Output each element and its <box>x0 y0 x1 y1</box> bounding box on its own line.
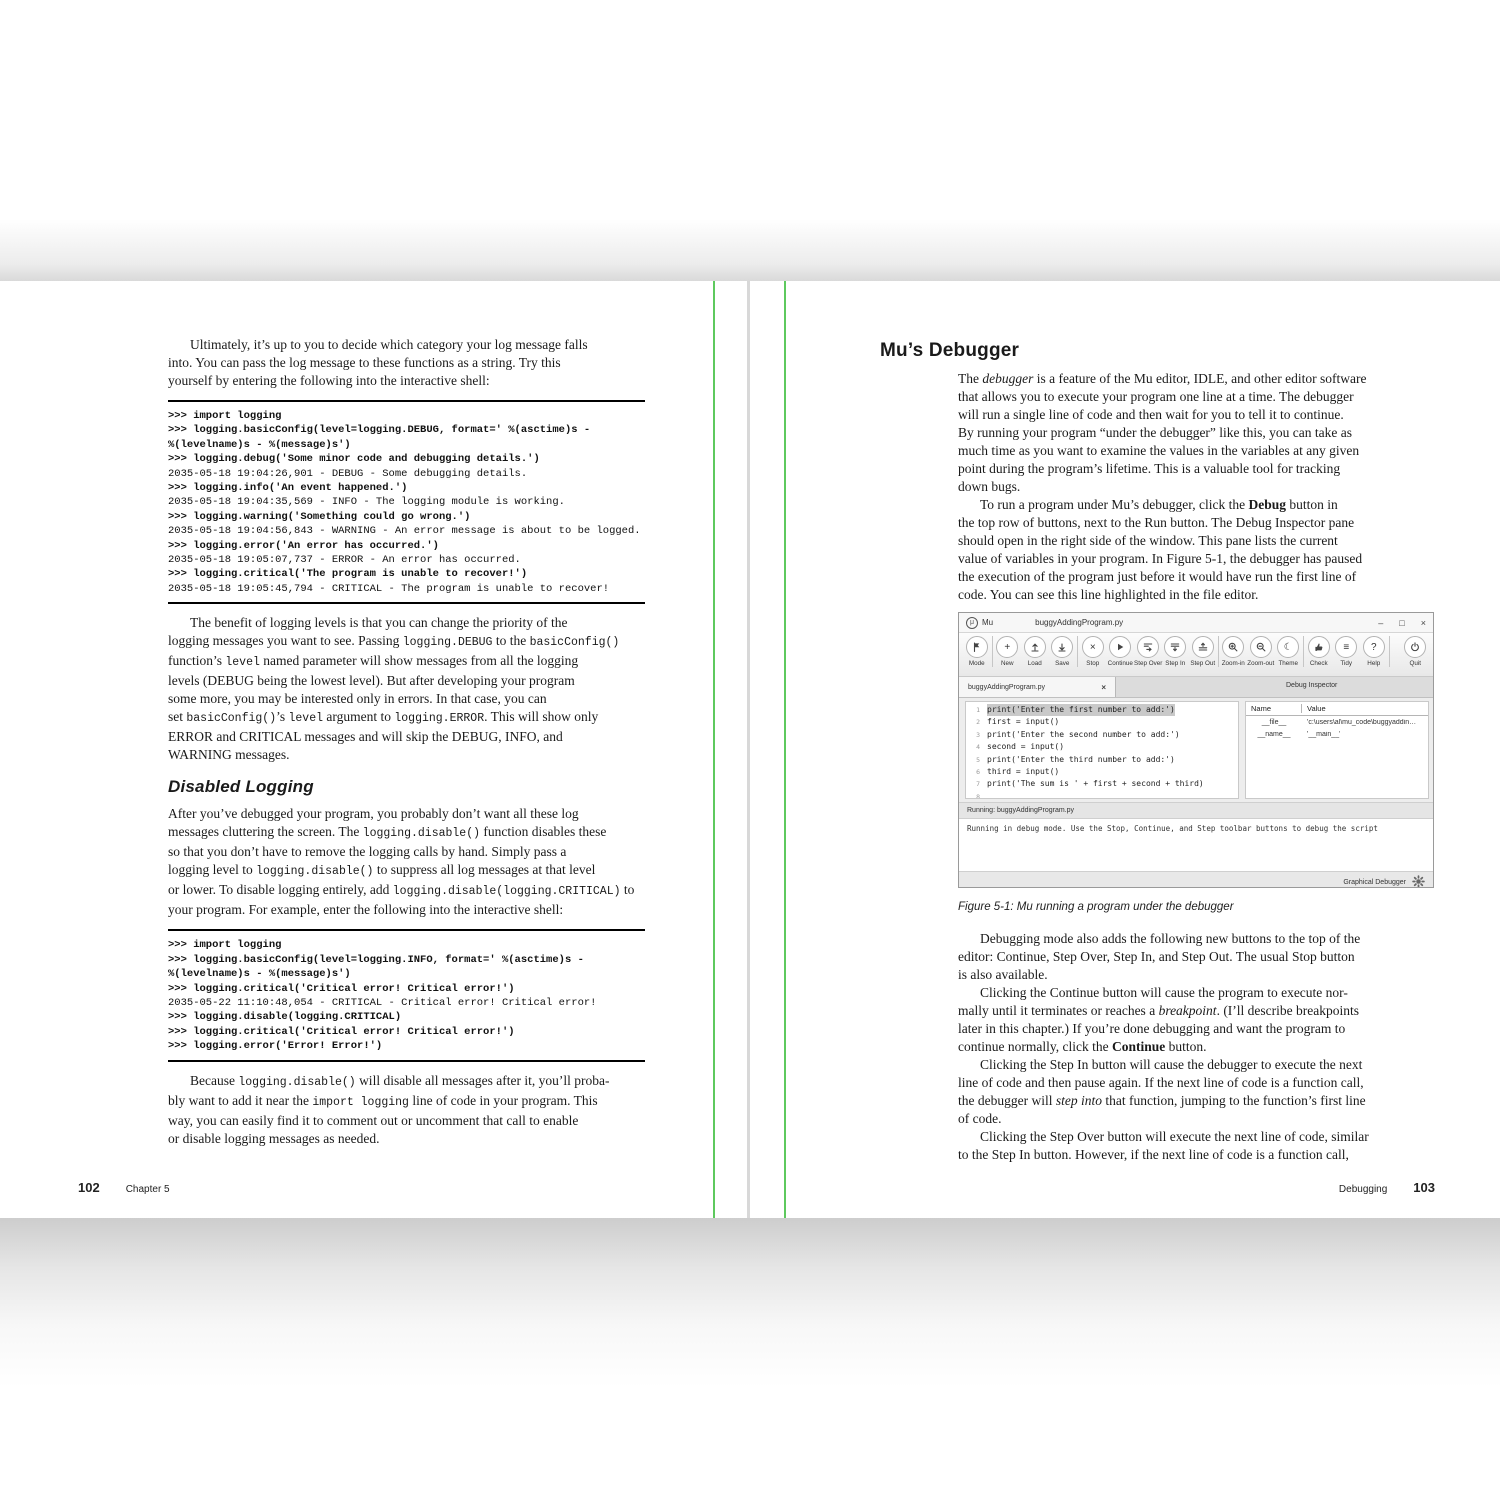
left-page-text-column <box>168 336 645 1148</box>
section-heading-mus-debugger: Mu’s Debugger <box>880 340 1020 361</box>
shell-input-line: >>> import logging <box>168 939 282 952</box>
editor-line[interactable] <box>966 729 1238 741</box>
shell-input-line: >>> logging.error('An error has occurred.') <box>168 539 439 552</box>
page-number: 102 <box>78 1180 100 1195</box>
top-shadow <box>0 0 1500 281</box>
zoom-out-button[interactable]: Zoom-out <box>1247 636 1275 667</box>
code-text: print('Enter the third number to add:') <box>987 754 1175 764</box>
text-line: The debugger is a feature of the Mu editor, IDLE, and other editor software <box>958 371 1367 386</box>
text-line: your program. For example, enter the following into the interactive shell: <box>168 902 564 918</box>
step-over-button[interactable]: Step Over <box>1134 636 1162 667</box>
text-line: will run a single line of code and then wait for you to tell it to continue. <box>958 407 1344 422</box>
text-line: the debugger will step into that function, jumping to the function’s first line <box>958 1093 1366 1108</box>
mu-toolbar <box>959 633 1433 677</box>
step-in-icon <box>1169 641 1181 653</box>
paragraph <box>958 1056 1435 1128</box>
debug-inspector-title: Debug Inspector <box>1286 682 1338 689</box>
stop-button[interactable]: × Stop <box>1079 636 1107 667</box>
line-number: 2 <box>976 718 980 727</box>
power-icon <box>1409 641 1421 653</box>
text-line: of code. <box>958 1111 1002 1126</box>
tab-buggyaddingprogram[interactable]: buggyAddingProgram.py × <box>959 677 1116 697</box>
editor-line[interactable] <box>966 778 1238 790</box>
minimize-button[interactable]: – <box>1378 617 1384 628</box>
text-line: Clicking the Step In button will cause the debugger to execute the next <box>980 1057 1363 1072</box>
text-line: continue normally, click the Continue button. <box>958 1039 1207 1054</box>
line-number: 7 <box>976 780 980 789</box>
text-line: editor: Continue, Step Over, Step In, and Step Out. The usual Stop button <box>958 949 1355 964</box>
shell-input-line: >>> logging.critical('Critical error! Critical error!') <box>168 982 515 995</box>
text-line: function’s level named parameter will show messages from all the logging <box>168 653 579 670</box>
moon-icon: ☾ <box>1283 641 1293 653</box>
shell-input-line: >>> logging.critical('The program is unable to recover!') <box>168 568 528 581</box>
section-heading-disabled-logging: Disabled Logging <box>168 777 314 797</box>
editor-line[interactable] <box>966 791 1238 799</box>
code-editor-pane[interactable] <box>965 701 1239 799</box>
variable-value: 'c:\users\al\mu_code\buggyaddin… <box>1307 718 1417 726</box>
code-text: first = input() <box>987 717 1060 727</box>
shell-input-line: >>> logging.error('Error! Error!') <box>168 1040 383 1053</box>
mu-titlebar <box>959 613 1433 633</box>
text-line: Debugging mode also adds the following new buttons to the top of the <box>980 931 1361 946</box>
tab-close-icon[interactable]: × <box>1101 682 1106 692</box>
new-button[interactable]: + New <box>994 636 1022 667</box>
text-line: is also available. <box>958 967 1048 982</box>
variable-name: __file__ <box>1261 718 1287 726</box>
shell-output-line: 2035-05-18 19:05:45,794 - CRITICAL - The program is unable to recover! <box>168 582 610 595</box>
text-line: way, you can easily find it to comment out or uncomment that call to enable <box>168 1112 579 1128</box>
paragraph <box>958 930 1435 984</box>
text-line: bly want to add it near the import logging line of code in your program. This <box>168 1092 598 1109</box>
text-line: to the Step In button. However, if the next line of code is a function call, <box>958 1147 1349 1162</box>
text-line: logging level to logging.disable() to suppress all log messages at that level <box>168 862 596 879</box>
text-line: the top row of buttons, next to the Run button. The Debug Inspector pane <box>958 515 1355 530</box>
theme-button[interactable]: ☾ Theme <box>1275 636 1303 667</box>
text-line: mally until it terminates or reaches a breakpoint. (I’ll describe breakpoints <box>958 1003 1360 1018</box>
shell-input-line: >>> logging.critical('Critical error! Critical error!') <box>168 1025 515 1038</box>
paragraph <box>168 614 645 764</box>
continue-button[interactable]: Continue <box>1107 636 1135 667</box>
text-line: much time as you want to examine the values in the variables at any given <box>958 443 1360 458</box>
text-line: messages cluttering the screen. The logging.disable() function disables these <box>168 824 607 841</box>
shell-input-line: >>> logging.info('An event happened.') <box>168 482 408 495</box>
text-line: or lower. To disable logging entirely, add logging.disable(logging.CRITICAL) to <box>168 882 635 899</box>
paragraph <box>958 1128 1435 1164</box>
mu-main-area <box>959 698 1433 802</box>
figure-caption: Figure 5-1: Mu running a program under the debugger <box>958 901 1234 913</box>
line-number: 5 <box>976 755 980 764</box>
text-line: By running your program “under the debugger” like this, you can take as <box>958 425 1353 440</box>
editor-line[interactable] <box>966 741 1238 753</box>
close-button[interactable]: × <box>1420 617 1426 628</box>
section-label: Debugging <box>1338 1184 1388 1195</box>
name-column-header: Name <box>1246 704 1302 713</box>
text-line: After you’ve debugged your program, you probably don’t want all these log <box>168 806 579 822</box>
inspector-row[interactable] <box>1246 728 1428 740</box>
text-line: so that you don’t have to remove the logging calls by hand. Simply pass a <box>168 844 567 860</box>
magnifier-plus-icon <box>1227 641 1239 653</box>
shell-output-line: 2035-05-18 19:04:26,901 - DEBUG - Some debugging details. <box>168 467 528 480</box>
paragraph <box>168 1072 645 1148</box>
left-page-footer <box>78 1179 170 1197</box>
paragraph <box>958 984 1435 1056</box>
text-line: that allows you to execute your program one line at a time. The debugger <box>958 389 1354 404</box>
step-over-icon <box>1142 641 1154 653</box>
upload-arrow-icon <box>1029 641 1041 653</box>
shell-output-line: 2035-05-18 19:05:07,737 - ERROR - An error has occurred. <box>168 554 521 567</box>
code-text: print('Enter the second number to add:') <box>987 729 1180 739</box>
value-column-header: Value <box>1307 704 1326 713</box>
help-button[interactable]: ? Help <box>1360 636 1388 667</box>
right-page-text-column <box>958 370 1435 1164</box>
page-spread <box>0 281 1500 1218</box>
download-arrow-icon <box>1056 641 1068 653</box>
variable-name: __name__ <box>1257 730 1291 738</box>
gear-icon[interactable] <box>1412 875 1425 888</box>
shell-input-line: >>> logging.basicConfig(level=logging.INFO, format=' %(asctime)s - <box>168 953 584 966</box>
tidy-button[interactable]: ≡ Tidy <box>1333 636 1361 667</box>
text-line: The benefit of logging levels is that you can change the priority of the <box>190 615 568 631</box>
line-number: 6 <box>976 768 980 777</box>
text-line: or disable logging messages as needed. <box>168 1130 380 1146</box>
question-icon: ? <box>1370 641 1377 653</box>
text-line: levels (DEBUG being the lowest level). But after developing your program <box>168 673 575 689</box>
step-out-button[interactable]: Step Out <box>1189 636 1217 667</box>
step-in-button[interactable]: Step In <box>1162 636 1190 667</box>
text-line: To run a program under Mu’s debugger, click the Debug button in <box>980 497 1338 512</box>
shell-input-line: %(levelname)s - %(message)s') <box>168 968 351 981</box>
save-button[interactable]: Save <box>1049 636 1077 667</box>
text-line: code. You can see this line highlighted in the file editor. <box>958 587 1259 602</box>
play-icon <box>1114 641 1126 653</box>
paragraph <box>168 336 645 390</box>
code-text: third = input() <box>987 767 1060 777</box>
mode-status-label: Graphical Debugger <box>1343 879 1406 886</box>
paragraph <box>958 496 1435 604</box>
line-number: 8 <box>976 792 980 799</box>
line-number: 3 <box>976 730 980 739</box>
text-line: the execution of the program just before it would have run the first line of <box>958 569 1357 584</box>
text-line: yourself by entering the following into the interactive shell: <box>168 373 490 388</box>
mode-flag-icon <box>971 641 983 653</box>
mu-window-title: buggyAddingProgram.py <box>1035 618 1124 627</box>
shell-input-line: %(levelname)s - %(message)s') <box>168 438 351 451</box>
text-line: logging messages you want to see. Passing logging.DEBUG to the basicConfig() <box>168 633 620 650</box>
maximize-button[interactable]: □ <box>1399 617 1405 628</box>
line-number: 4 <box>976 743 980 752</box>
paragraph <box>168 805 645 919</box>
mu-tab-bar <box>959 677 1433 698</box>
right-page-green-edge <box>784 281 786 1218</box>
load-button[interactable]: Load <box>1021 636 1049 667</box>
step-out-icon <box>1197 641 1209 653</box>
shell-input-line: >>> import logging <box>168 410 282 422</box>
editor-line-highlighted[interactable] <box>966 704 1238 716</box>
page-number: 103 <box>1413 1180 1435 1195</box>
text-line: later in this chapter.) If you’re done debugging and want the program to <box>958 1021 1346 1036</box>
paragraph <box>958 370 1435 496</box>
text-line: point during the program’s lifetime. This is a valuable tool for tracking <box>958 461 1341 476</box>
shell-code-block-1 <box>168 400 645 604</box>
editor-line[interactable] <box>966 766 1238 778</box>
shell-input-line: >>> logging.disable(logging.CRITICAL) <box>168 1011 402 1024</box>
inspector-row[interactable] <box>1246 716 1428 728</box>
shell-output-line: 2035-05-18 19:04:56,843 - WARNING - An error message is about to be logged. <box>168 525 641 538</box>
text-line: down bugs. <box>958 479 1021 494</box>
text-line: some more, you may be interested only in errors. In that case, you can <box>168 691 547 707</box>
thumbs-up-icon <box>1313 641 1325 653</box>
code-text: second = input() <box>987 742 1065 752</box>
chapter-label: Chapter 5 <box>125 1184 170 1195</box>
text-line: should open in the right side of the window. This pane lists the current <box>958 533 1338 548</box>
shell-output-line: 2035-05-22 11:10:48,054 - CRITICAL - Critical error! Critical error! <box>168 996 597 1009</box>
shell-input-line: >>> logging.debug('Some minor code and debugging details.') <box>168 453 540 466</box>
mode-button[interactable]: Mode <box>963 636 991 667</box>
mu-app-name: Mu <box>982 618 994 627</box>
check-button[interactable]: Check <box>1305 636 1333 667</box>
mu-editor-window <box>958 612 1434 888</box>
text-line: Clicking the Step Over button will execute the next line of code, similar <box>980 1129 1369 1144</box>
text-line: Ultimately, it’s up to you to decide which category your log message falls <box>190 337 588 352</box>
shell-code-block-2 <box>168 929 645 1061</box>
spine-divider <box>747 281 750 1218</box>
zoom-in-button[interactable]: Zoom-in <box>1220 636 1248 667</box>
debug-inspector-pane <box>1245 701 1429 799</box>
inspector-header <box>1246 702 1428 716</box>
shell-input-line: >>> logging.basicConfig(level=logging.DEBUG, format=' %(asctime)s - <box>168 424 591 437</box>
quit-button[interactable]: Quit <box>1402 636 1430 667</box>
shell-output-line: 2035-05-18 19:04:35,569 - INFO - The logging module is working. <box>168 496 565 509</box>
mu-logo-icon: μ <box>966 617 978 629</box>
x-icon: × <box>1089 641 1096 653</box>
line-number: 1 <box>976 706 980 714</box>
code-text: print('Enter the first number to add:') <box>987 704 1175 716</box>
text-line: into. You can pass the log message to these functions as a string. Try this <box>168 355 561 370</box>
inspector-rows <box>1246 716 1428 740</box>
bottom-shadow <box>0 1218 1500 1500</box>
running-status-bar: Running: buggyAddingProgram.py <box>959 802 1433 819</box>
text-line: set basicConfig()’s level argument to logging.ERROR. This will show only <box>168 709 599 726</box>
text-line: Because logging.disable() will disable all messages after it, you’ll proba- <box>190 1072 610 1089</box>
right-page-footer <box>1339 1179 1435 1197</box>
left-page-green-edge <box>713 281 715 1218</box>
text-line: ERROR and CRITICAL messages and will skip the DEBUG, INFO, and <box>168 729 563 745</box>
mu-status-bar <box>959 871 1433 888</box>
shell-input-line: >>> logging.warning('Something could go wrong.') <box>168 510 471 523</box>
text-line: line of code and then pause again. If the next line of code is a function call, <box>958 1075 1364 1090</box>
lines-icon: ≡ <box>1343 641 1350 653</box>
plus-icon: + <box>1004 641 1011 653</box>
editor-line[interactable] <box>966 754 1238 766</box>
debug-output-pane: Running in debug mode. Use the Stop, Continue, and Step toolbar buttons to debug the script <box>959 819 1433 871</box>
variable-value: '__main__' <box>1307 730 1341 738</box>
code-text: print('The sum is ' + first + second + third) <box>987 779 1204 789</box>
text-line: value of variables in your program. In Figure 5-1, the debugger has paused <box>958 551 1363 566</box>
magnifier-minus-icon <box>1255 641 1267 653</box>
text-line: Clicking the Continue button will cause the program to execute nor- <box>980 985 1348 1000</box>
text-line: WARNING messages. <box>168 747 290 763</box>
editor-line[interactable] <box>966 716 1238 728</box>
